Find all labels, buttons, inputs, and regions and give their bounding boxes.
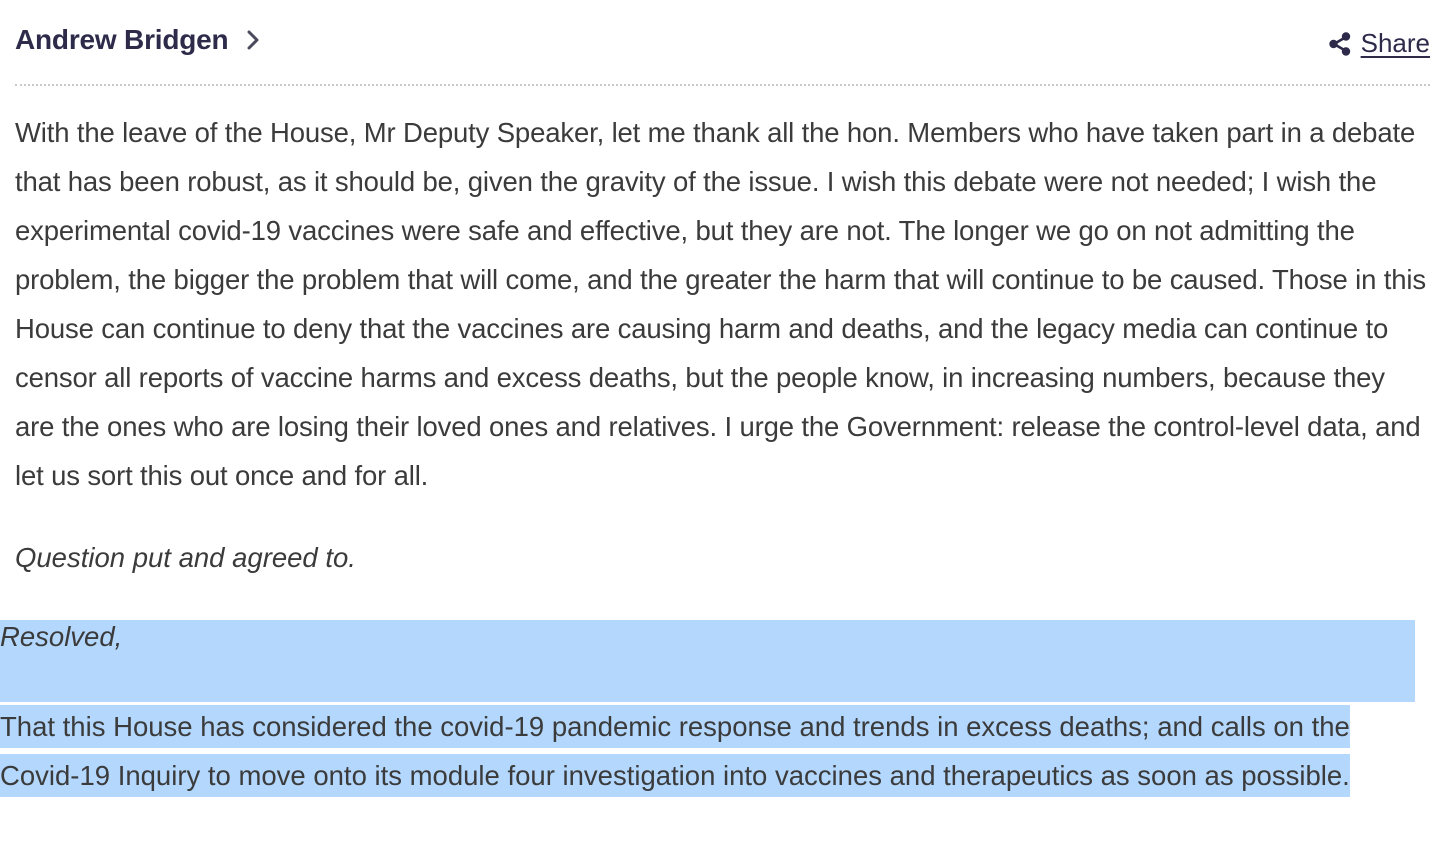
speech-paragraph: With the leave of the House, Mr Deputy Speaker, let me thank all the hon. Members who have taken part in a debate that has been robust, as it should be, given the gravity of the issue. I wish this debate were not needed; I wish the experimental covid-19 vaccines were safe and effective, but they are not. The longer we go on not admitting the problem, the bigger the problem that will come, and the greater the harm that will continue to be caused. Those in this House can continue to deny that the vaccines are causing harm and deaths, and the legacy media can continue to censor all reports of vaccine harms and excess deaths, but the people know, in increasing numbers, because they are the ones who are losing their loved ones and relatives. I urge the Government: release the control-level data, and let us sort this out once and for all.: [15, 117, 1426, 491]
resolution-text-selected: That this House has considered the covid-19 pandemic response and trends in excess deaths; and calls on the Covid-19 Inquiry to move onto its module four investigation into vaccines and therapeutics as soon as possible.: [0, 705, 1350, 797]
speaker-name[interactable]: Andrew Bridgen: [15, 24, 229, 55]
share-button[interactable]: [1327, 28, 1430, 59]
contribution-header: [15, 0, 1430, 86]
resolution-block: [0, 620, 1415, 800]
debate-contribution: [15, 0, 1430, 582]
resolved-label: Resolved,: [0, 620, 1415, 653]
share-icon: [1327, 31, 1353, 57]
chevron-right-icon: [246, 30, 260, 50]
resolution-text: [0, 702, 1415, 800]
speaker-link[interactable]: [15, 24, 260, 56]
selection-gap: [0, 653, 1415, 702]
procedural-note: Question put and agreed to.: [15, 542, 356, 573]
share-label[interactable]: Share: [1360, 28, 1430, 58]
